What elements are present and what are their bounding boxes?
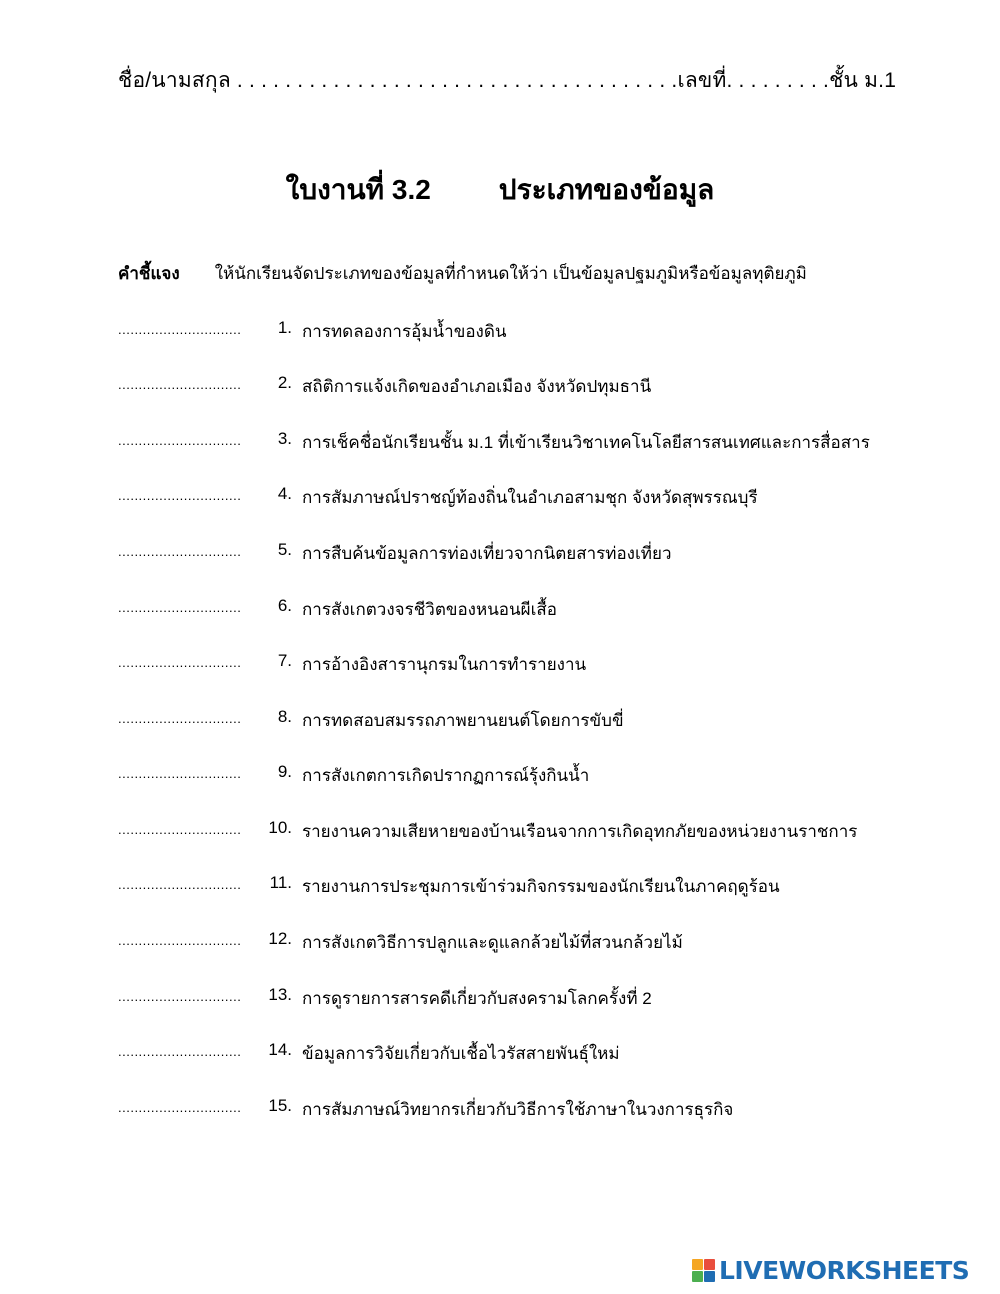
answer-blank[interactable]: ..............................: [118, 1100, 242, 1115]
question-text: รายงานการประชุมการเข้าร่วมกิจกรรมของนักเรียนในภาคฤดูร้อน: [302, 877, 780, 896]
answer-blank[interactable]: ..............................: [118, 877, 242, 892]
question-text: การทดสอบสมรรถภาพยานยนต์โดยการขับขี่: [302, 711, 624, 730]
logo-tile: [704, 1259, 715, 1270]
question-number: 5.: [277, 540, 292, 559]
question-number: 9.: [277, 762, 292, 781]
worksheet-subject: ประเภทของข้อมูล: [498, 174, 715, 205]
question-text: การทดลองการอุ้มน้ำของดิน: [302, 322, 507, 341]
question-number: 1.: [277, 318, 292, 337]
answer-blank[interactable]: ..............................: [118, 377, 242, 392]
logo-tile: [692, 1271, 703, 1282]
question-item: [118, 929, 938, 959]
answer-blank[interactable]: ..............................: [118, 711, 242, 726]
logo-tile: [704, 1271, 715, 1282]
page-title: [0, 168, 1000, 212]
answer-blank[interactable]: ..............................: [118, 822, 242, 837]
question-text: ข้อมูลการวิจัยเกี่ยวกับเชื้อไวรัสสายพันธุ์ใหม่: [302, 1044, 620, 1063]
name-number-class-line: ชื่อ/นามสกุล . . . . . . . . . . . . . . . . . . . . . . . . . . . . . . . . . . . . .เลขที่. . . . . . . . .ชั้น ม.1: [118, 69, 897, 92]
question-number: 3.: [277, 429, 292, 448]
question-item: [118, 985, 938, 1015]
question-number: 11.: [269, 873, 292, 892]
liveworksheets-logo: [692, 1254, 969, 1286]
question-text: การดูรายการสารคดีเกี่ยวกับสงครามโลกครั้งที่ 2: [302, 989, 652, 1008]
instruction: [118, 260, 918, 287]
answer-blank[interactable]: ..............................: [118, 933, 242, 948]
question-number: 13.: [268, 985, 292, 1004]
question-item: [118, 373, 938, 403]
answer-blank[interactable]: ..............................: [118, 989, 242, 1004]
answer-blank[interactable]: ..............................: [118, 322, 242, 337]
question-item: [118, 651, 938, 681]
question-item: [118, 596, 938, 626]
question-item: [118, 762, 938, 792]
answer-blank[interactable]: ..............................: [118, 1044, 242, 1059]
question-number: 4.: [277, 484, 292, 503]
worksheet-number: ใบงานที่ 3.2: [285, 174, 431, 205]
question-item: [118, 429, 938, 459]
question-number: 2.: [277, 373, 292, 392]
question-text: การสังเกตการเกิดปรากฏการณ์รุ้งกินน้ำ: [302, 766, 590, 785]
answer-blank[interactable]: ..............................: [118, 600, 242, 615]
question-text: การสืบค้นข้อมูลการท่องเที่ยวจากนิตยสารท่องเที่ยว: [302, 544, 672, 563]
answer-blank[interactable]: ..............................: [118, 488, 242, 503]
question-text: การสังเกตวงจรชีวิตของหนอนผีเสื้อ: [302, 600, 557, 619]
logo-tile: [692, 1259, 703, 1270]
answer-blank[interactable]: ..............................: [118, 433, 242, 448]
answer-blank[interactable]: ..............................: [118, 766, 242, 781]
question-text: การอ้างอิงสารานุกรมในการทำรายงาน: [302, 655, 587, 674]
question-number: 8.: [277, 707, 292, 726]
question-text: การเช็คชื่อนักเรียนชั้น ม.1 ที่เข้าเรียนวิชาเทคโนโลยีสารสนเทศและการสื่อสาร: [302, 433, 870, 452]
question-item: [118, 318, 938, 348]
question-number: 10.: [268, 818, 292, 837]
answer-blank[interactable]: ..............................: [118, 655, 242, 670]
question-number: 15.: [268, 1096, 292, 1115]
question-item: [118, 707, 938, 737]
question-number: 12.: [268, 929, 292, 948]
question-text: การสัมภาษณ์ปราชญ์ท้องถิ่นในอำเภอสามชุก จังหวัดสุพรรณบุรี: [302, 488, 758, 507]
question-item: [118, 873, 938, 903]
question-item: [118, 1040, 938, 1070]
logo-text: LIVEWORKSHEETS: [719, 1255, 970, 1285]
question-text: รายงานความเสียหายของบ้านเรือนจากการเกิดอุทกภัยของหน่วยงานราชการ: [302, 822, 858, 841]
instruction-text: ให้นักเรียนจัดประเภทของข้อมูลที่กำหนดให้ว่า เป็นข้อมูลปฐมภูมิหรือข้อมูลทุติยภูมิ: [214, 264, 807, 283]
question-text: การสัมภาษณ์วิทยากรเกี่ยวกับวิธีการใช้ภาษาในวงการธุรกิจ: [302, 1100, 734, 1119]
answer-blank[interactable]: ..............................: [118, 544, 242, 559]
question-item: [118, 818, 938, 848]
question-item: [118, 484, 938, 514]
question-number: 14.: [268, 1040, 292, 1059]
question-text: สถิติการแจ้งเกิดของอำเภอเมือง จังหวัดปทุมธานี: [302, 377, 652, 396]
question-item: [118, 1096, 938, 1126]
instruction-label: คำชี้แจง: [118, 264, 180, 283]
logo-tiles-icon: [692, 1259, 715, 1282]
question-text: การสังเกตวิธีการปลูกและดูแลกล้วยไม้ที่สวนกล้วยไม้: [302, 933, 683, 952]
question-item: [118, 540, 938, 570]
question-number: 7.: [277, 651, 292, 670]
question-number: 6.: [277, 596, 292, 615]
